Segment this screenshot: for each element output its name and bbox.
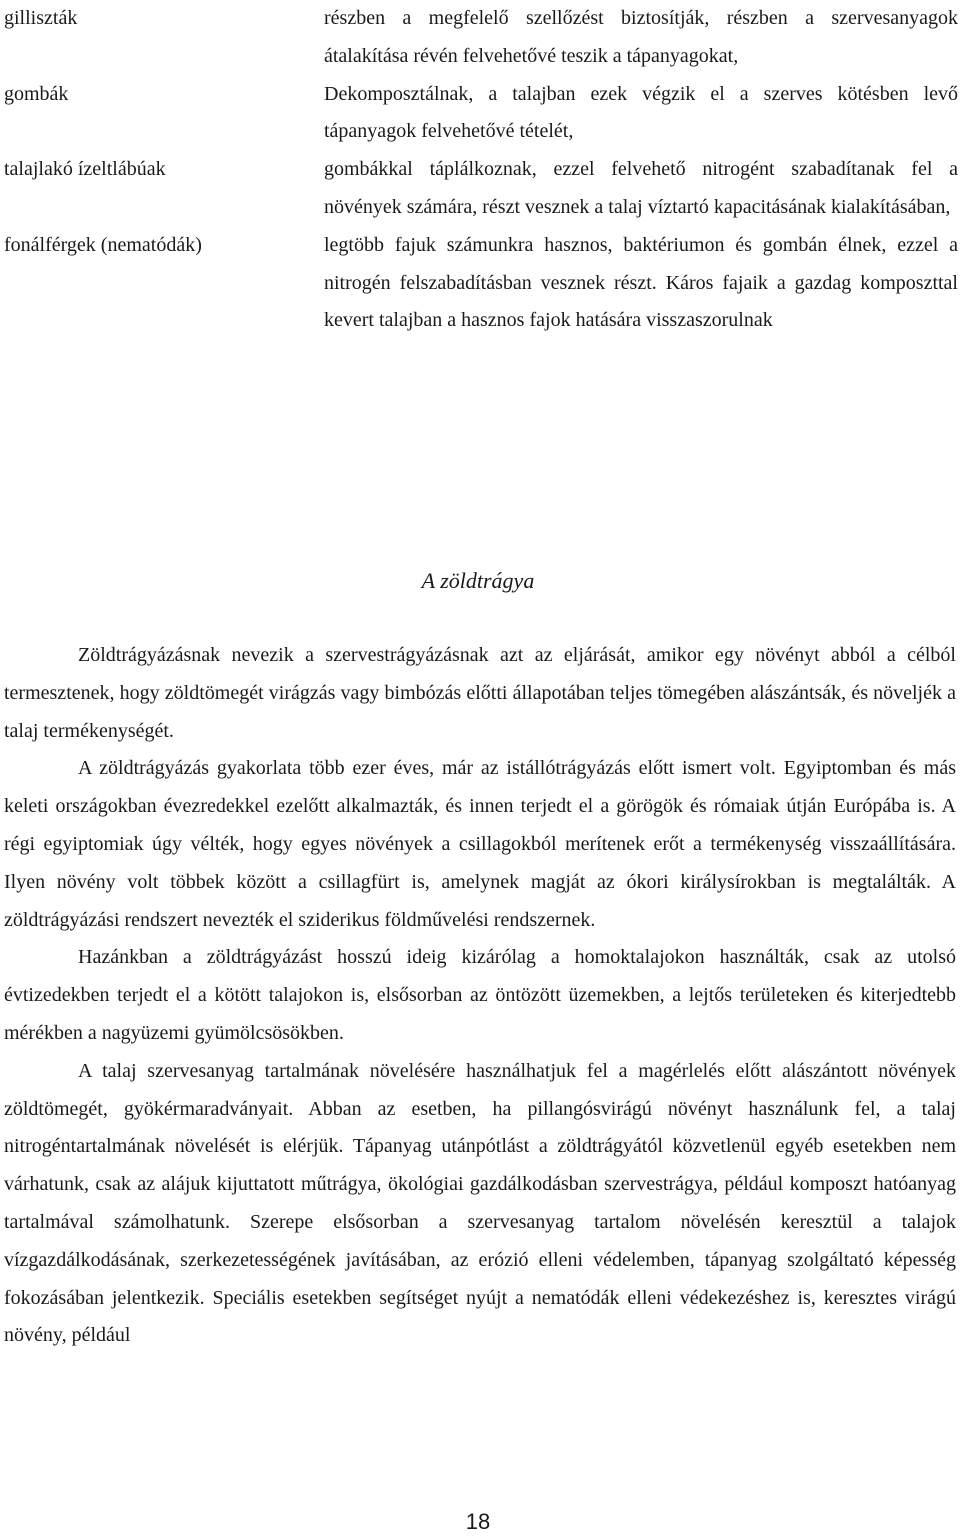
organism-name: fonálférgek (nematódák) [4, 233, 202, 256]
paragraph: A talaj szervesanyag tartalmának növelésére használhatjuk fel a magérlelés előtt alászántott növények zöldtömegét, gyökérmaradványait. Abban az esetben, ha pillangósvirágú növényt használunk fel, a talaj nitrogéntartalmának növelését is elérjük. Tápanyag utánpótlást a zöldtrágyától közvetlenül egyéb esetekben nem várhatunk, csak az alájuk kijuttatott műtrágya, ökológiai gazdálkodásban szervestrágya, például komposzt hatóanyag tartalmával számolhatunk. Szerepe elsősorban a szervesanyag tartalom növelésén keresztül a talajok vízgazdálkodásának, szerkezetességének javításában, az erózió elleni védelemben, tápanyag szolgáltató képesség fokozásában jelentkezik. Speciális esetekben segítséget nyújt a nematódák elleni védekezéshez is, keresztes virágú növény, például [4, 1059, 956, 1347]
organism-description: gombákkal táplálkoznak, ezzel felvehető nitrogént szabadítanak fel a növények számára, részt vesznek a talaj víztartó kapacitásának kialakításában, [324, 158, 958, 218]
section-body [4, 637, 956, 1355]
organism-row [4, 151, 958, 227]
paragraph: Zöldtrágyázásnak nevezik a szervestrágyázásnak azt az eljárását, amikor egy növényt abból a célból termesztenek, hogy zöldtömegét virágzás vagy bimbózás előtti állapotában teljes tömegében alászántsák, és növeljék a talaj termékenységét. [4, 644, 956, 742]
organism-name: gombák [4, 82, 69, 105]
organism-name: gilliszták [4, 7, 78, 29]
paragraph: A zöldtrágyázás gyakorlata több ezer éves, már az istállótrágyázás előtt ismert volt. Egyiptomban és más keleti országokban évezredekkel ezelőtt alkalmazták, és innen terjedt el a görögök és rómaiak útján Európába is. A régi egyiptomiak úgy vélték, hogy egyes növények a csillagokból merítenek erőt a termékenység visszaállítására. Ilyen növény volt többek között a csillagfürt is, amelynek magját az ókori királysírokban is megtalálták. A zöldtrágyázási rendszert nevezték el sziderikus földművelési rendszernek. [4, 757, 956, 931]
organism-row [4, 76, 958, 152]
organism-row [4, 227, 958, 340]
organism-description: Dekomposztálnak, a talajban ezek végzik el a szerves kötésben levő tápanyagok felvehetővé tételét, [324, 82, 958, 143]
page-number: 18 [465, 1509, 491, 1534]
organism-row [4, 0, 958, 76]
soil-organisms-table [4, 0, 958, 340]
section-heading: A zöldtrágya [421, 568, 535, 593]
organism-description: legtöbb fajuk számunkra hasznos, baktériumon és gombán élnek, ezzel a nitrogén felszabadításban vesznek részt. Káros fajaik a gazdag komposzttal kevert talajban a hasznos fajok hatására visszaszorulnak [324, 233, 958, 332]
organism-description: részben a megfelelő szellőzést biztosítják, részben a szervesanyagok átalakítása révén felvehetővé teszik a tápanyagokat, [324, 7, 958, 67]
organism-name: talajlakó ízeltlábúak [4, 158, 166, 181]
paragraph: Hazánkban a zöldtrágyázást hosszú ideig kizárólag a homoktalajokon használták, csak az utolsó évtizedekben terjedt el a kötött talajokon is, elsősorban az öntözött üzemekben, a lejtős területeken és kiterjedtebb mérékben a nagyüzemi gyümölcsösökben. [4, 946, 956, 1044]
